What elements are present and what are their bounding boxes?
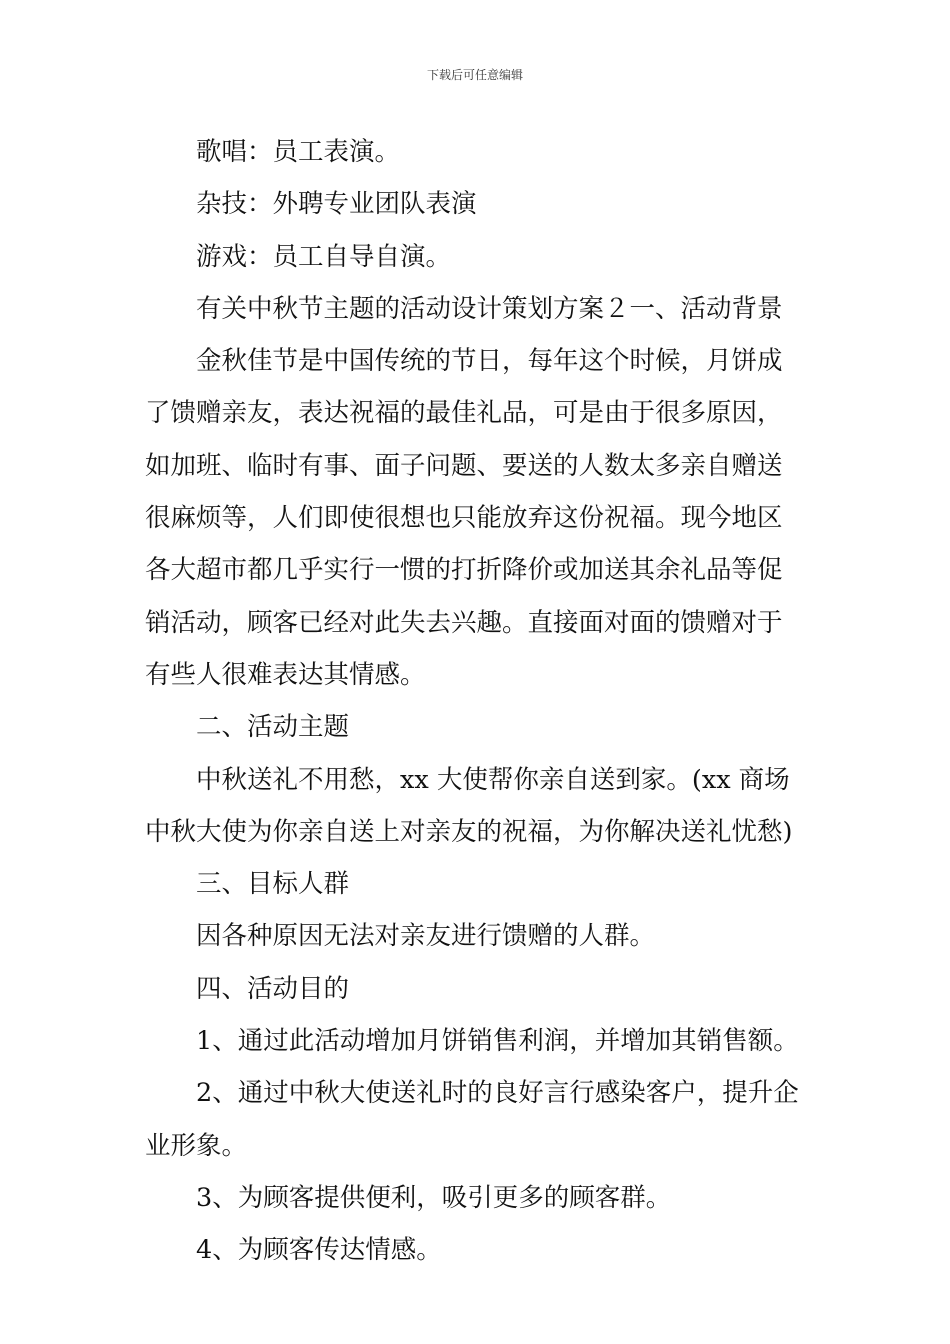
paragraph-acrobatics: 杂技：外聘专业团队表演 bbox=[196, 189, 477, 220]
objective-item-2: 2、通过中秋大使送礼时的良好言行感染客户，提升企业形象。 bbox=[145, 1078, 799, 1161]
paragraph-plan-title: 有关中秋节主题的活动设计策划方案２一、活动背景 bbox=[196, 293, 783, 324]
heading-theme: 二、活动主题 bbox=[196, 712, 350, 743]
heading-objectives: 四、活动目的 bbox=[196, 973, 350, 1004]
page-header-note: 下载后可任意编辑 bbox=[426, 68, 523, 82]
paragraph-singing: 歌唱：员工表演。 bbox=[196, 137, 401, 167]
paragraph-target-audience: 因各种原因无法对亲友进行馈赠的人群。 bbox=[196, 921, 656, 952]
objective-item-4: 4、为顾客传达情感。 bbox=[196, 1235, 442, 1266]
heading-target-audience: 三、目标人群 bbox=[196, 869, 350, 900]
objective-item-1: 1、通过此活动增加月饼销售利润，并增加其销售额。 bbox=[196, 1026, 799, 1057]
paragraph-games: 游戏：员工自导自演。 bbox=[196, 241, 452, 272]
paragraph-background: 金秋佳节是中国传统的节日，每年这个时候，月饼成了馈赠亲友，表达祝福的最佳礼品，可是由于很多原因，如加班、临时有事、面子问题、要送的人数太多亲自赠送很麻烦等，人们即使很想也只能放弃这份祝福。现今地区各大超市都几乎实行一惯的打折降价或加送其余礼品等促销活动，顾客已经对此失去兴趣。直接面对面的馈赠对于有些人很难表达其情感。 bbox=[145, 346, 783, 690]
document-body bbox=[145, 126, 807, 1277]
objective-item-3: 3、为顾客提供便利，吸引更多的顾客群。 bbox=[196, 1182, 672, 1213]
paragraph-theme: 中秋送礼不用愁，xx 大使帮你亲自送到家。(xx 商场中秋大使为你亲自送上对亲友的祝福，为你解决送礼忧愁) bbox=[145, 764, 793, 847]
